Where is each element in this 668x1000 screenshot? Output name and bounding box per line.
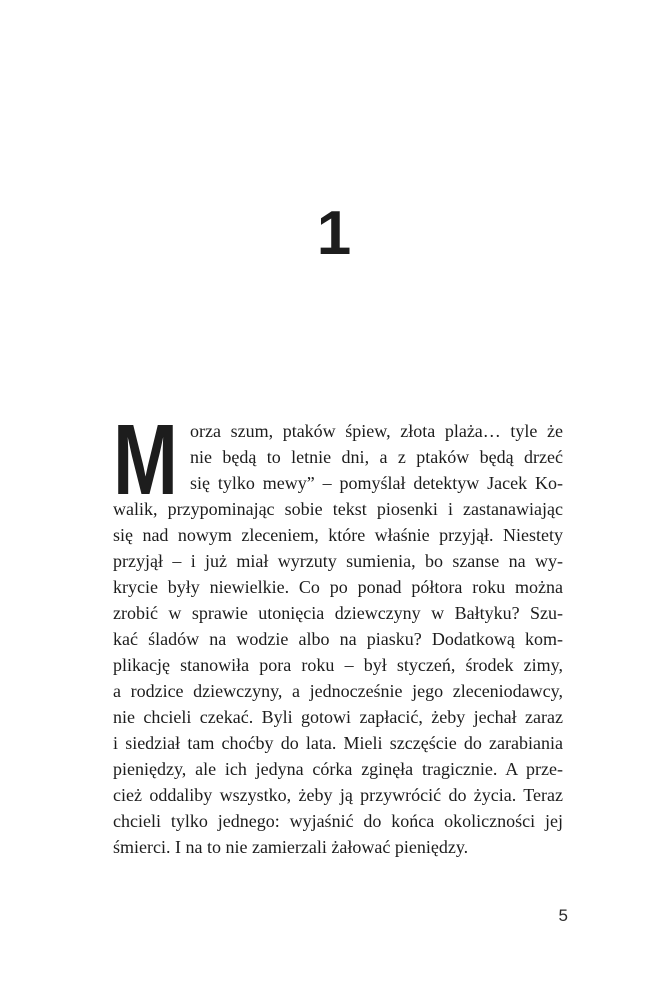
- chapter-number: 1: [316, 199, 352, 268]
- text-line: śmierci. I na to nie zamierzali żałować pieniędzy.: [113, 837, 469, 857]
- text-line: się tylko mewy” – pomyślał detektyw Jacek Ko-: [190, 473, 563, 493]
- text-line: chcieli tylko jednego: wyjaśnić do końca okoliczności jej: [113, 811, 563, 831]
- text-line: nie chcieli czekać. Byli gotowi zapłacić, żeby jechał zaraz: [113, 707, 563, 727]
- text-line: plikację stanowiła pora roku – był styczeń, środek zimy,: [113, 655, 563, 675]
- page-number: 5: [558, 906, 568, 925]
- text-line: orza szum, ptaków śpiew, złota plaża… tyle że: [190, 421, 563, 441]
- body-text-block: [113, 404, 563, 860]
- text-line: przyjął – i już miał wyrzuty sumienia, bo szanse na wy-: [113, 551, 563, 571]
- drop-cap-letter: M: [113, 404, 178, 516]
- text-line: się nad nowym zleceniem, które właśnie przyjął. Niestety: [113, 525, 563, 545]
- text-line: a rodzice dziewczyny, a jednocześnie jego zleceniodawcy,: [113, 681, 563, 701]
- text-line: walik, przypominając sobie tekst piosenki i zastanawiając: [113, 499, 563, 519]
- text-line: zrobić w sprawie utonięcia dziewczyny w Bałtyku? Szu-: [113, 603, 563, 623]
- text-line: kać śladów na wodzie albo na piasku? Dodatkową kom-: [113, 629, 563, 649]
- text-line: cież oddaliby wszystko, żeby ją przywrócić do życia. Teraz: [113, 785, 563, 805]
- text-line: krycie były niewielkie. Co po ponad półtora roku można: [113, 577, 563, 597]
- text-line: pieniędzy, ale ich jedyna córka zginęła tragicznie. A prze-: [113, 759, 563, 779]
- text-line: nie będą to letnie dni, a z ptaków będą drzeć: [190, 447, 563, 467]
- text-line: i siedział tam choćby do lata. Mieli szczęście do zarabiania: [113, 733, 563, 753]
